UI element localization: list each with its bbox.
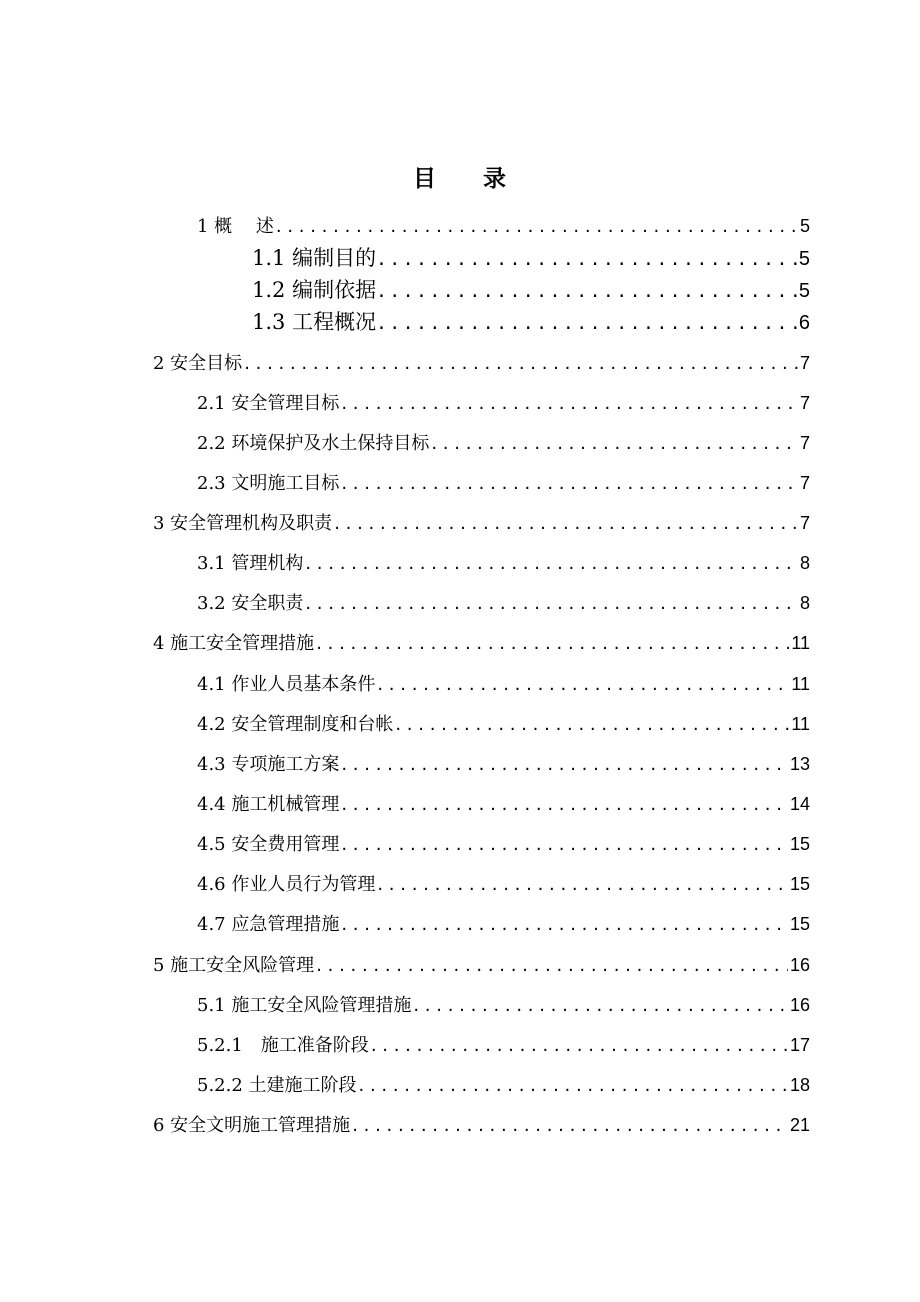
toc-entry-label: 4.7 应急管理措施 xyxy=(197,914,340,935)
toc-entry-page: 15 xyxy=(789,834,810,854)
toc-entry[interactable] xyxy=(197,870,810,898)
toc-entry-label: 4.5 安全费用管理 xyxy=(197,834,340,855)
toc-entry-page: 11 xyxy=(791,633,810,653)
toc-entry-page: 16 xyxy=(789,955,810,975)
toc-entry[interactable] xyxy=(252,276,810,304)
toc-entry-label: 1 概 述 xyxy=(197,216,274,237)
toc-entry-label: 5.1 施工安全风险管理措施 xyxy=(197,995,412,1016)
toc-leader xyxy=(395,711,789,739)
toc-leader xyxy=(378,276,797,304)
toc-entry[interactable] xyxy=(197,389,810,417)
toc-entry-label: 4.1 作业人员基本条件 xyxy=(197,674,376,695)
toc-entry[interactable] xyxy=(153,349,810,377)
toc-entry[interactable] xyxy=(197,429,810,457)
toc-entry-label: 5.2.1 施工准备阶段 xyxy=(197,1035,369,1056)
toc-entry-label: 3 安全管理机构及职责 xyxy=(153,513,333,534)
toc-entry-label: 6 安全文明施工管理措施 xyxy=(153,1115,351,1136)
toc-entry-page: 7 xyxy=(799,353,810,373)
toc-leader xyxy=(341,390,798,418)
toc-entry-page: 7 xyxy=(799,473,810,493)
toc-entry[interactable] xyxy=(252,244,810,272)
toc-entry-page: 8 xyxy=(799,593,810,613)
toc-entry-label: 2.3 文明施工目标 xyxy=(197,473,340,494)
toc-leader xyxy=(352,1112,788,1140)
toc-leader xyxy=(244,350,798,378)
toc-entry-label: 1.1 编制目的 xyxy=(252,246,377,270)
toc-leader xyxy=(276,213,798,241)
toc-entry[interactable] xyxy=(197,991,810,1019)
toc-leader xyxy=(316,952,788,980)
toc-entry-label: 2 安全目标 xyxy=(153,353,243,374)
toc-entry[interactable] xyxy=(197,1071,810,1099)
toc-entry[interactable] xyxy=(153,951,810,979)
toc-entry[interactable] xyxy=(197,790,810,818)
toc-entry[interactable] xyxy=(197,910,810,938)
toc-leader xyxy=(341,911,788,939)
toc-entry-label: 1.3 工程概况 xyxy=(252,310,377,334)
toc-leader xyxy=(334,510,798,538)
toc-title xyxy=(0,160,920,193)
toc-entry-label: 4.2 安全管理制度和台帐 xyxy=(197,714,394,735)
toc-entry[interactable] xyxy=(197,589,810,617)
toc-entry[interactable] xyxy=(153,1111,810,1139)
toc-entry-label: 3.2 安全职责 xyxy=(197,593,304,614)
toc-entry-page: 7 xyxy=(799,393,810,413)
toc-entry-page: 11 xyxy=(791,674,810,694)
toc-entry[interactable] xyxy=(197,469,810,497)
toc-leader xyxy=(371,1032,788,1060)
toc-entry[interactable] xyxy=(197,1031,810,1059)
toc-entry-page: 11 xyxy=(791,714,810,734)
toc-entry-page: 5 xyxy=(798,280,810,302)
toc-leader xyxy=(378,308,797,336)
toc-leader xyxy=(341,470,798,498)
toc-entry[interactable] xyxy=(153,509,810,537)
toc-entry-page: 17 xyxy=(789,1035,810,1055)
toc-leader xyxy=(377,871,788,899)
toc-leader xyxy=(377,671,789,699)
toc-leader xyxy=(316,630,789,658)
toc-entry-label: 2.2 环境保护及水土保持目标 xyxy=(197,433,430,454)
toc-entry-page: 5 xyxy=(799,216,810,236)
toc-leader xyxy=(431,430,798,458)
toc-entry[interactable] xyxy=(197,750,810,778)
toc-entry-label: 4.4 施工机械管理 xyxy=(197,794,340,815)
toc-entry-page: 18 xyxy=(789,1075,810,1095)
toc-leader xyxy=(341,751,788,779)
toc-entry-page: 13 xyxy=(789,754,810,774)
toc-entry-label: 1.2 编制依据 xyxy=(252,278,377,302)
toc-entry[interactable] xyxy=(197,830,810,858)
toc-entry[interactable] xyxy=(197,549,810,577)
toc-entry-page: 21 xyxy=(789,1115,810,1135)
toc-entry-page: 6 xyxy=(798,312,810,334)
toc-entry-page: 7 xyxy=(799,513,810,533)
toc-leader xyxy=(305,590,798,618)
toc-entry-label: 4.6 作业人员行为管理 xyxy=(197,874,376,895)
toc-entry-page: 16 xyxy=(789,995,810,1015)
toc-entry-label: 5 施工安全风险管理 xyxy=(153,955,315,976)
toc-entry-page: 15 xyxy=(789,914,810,934)
toc-entry[interactable] xyxy=(252,308,810,336)
toc-leader xyxy=(341,831,788,859)
toc-entry[interactable] xyxy=(153,629,810,657)
toc-leader xyxy=(359,1072,788,1100)
toc-entry-page: 15 xyxy=(789,874,810,894)
toc-leader xyxy=(305,550,798,578)
toc-leader xyxy=(413,992,788,1020)
toc-entry-label: 4.3 专项施工方案 xyxy=(197,754,340,775)
toc-entry-page: 8 xyxy=(799,553,810,573)
toc-entry-label: 5.2.2 土建施工阶段 xyxy=(197,1075,357,1096)
toc-entry[interactable] xyxy=(197,212,810,240)
toc-entry-page: 14 xyxy=(789,794,810,814)
toc-entry-label: 3.1 管理机构 xyxy=(197,553,304,574)
toc-entry-label: 2.1 安全管理目标 xyxy=(197,393,340,414)
toc-title-left: 目 xyxy=(413,165,437,192)
toc-entry[interactable] xyxy=(197,670,810,698)
toc-leader xyxy=(341,791,788,819)
toc-entry[interactable] xyxy=(197,710,810,738)
toc-leader xyxy=(378,244,797,272)
toc-entry-page: 5 xyxy=(798,248,810,270)
toc-title-right: 录 xyxy=(483,165,507,192)
toc-entry-page: 7 xyxy=(799,433,810,453)
toc-entry-label: 4 施工安全管理措施 xyxy=(153,633,315,654)
